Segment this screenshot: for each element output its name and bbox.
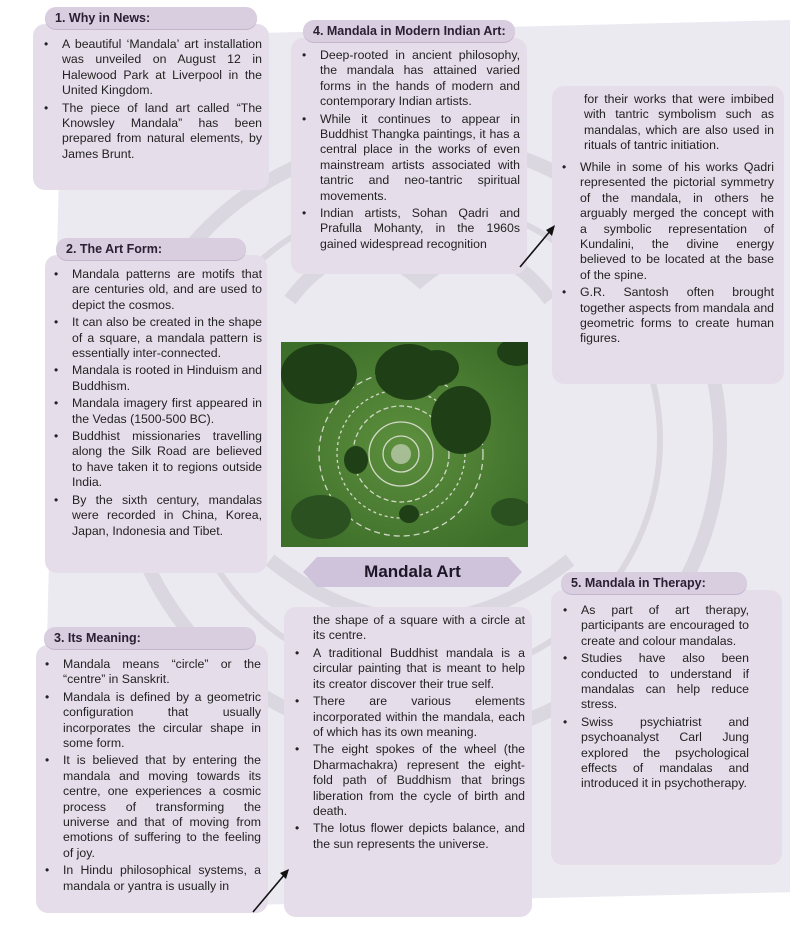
meaning-continued-list [291,646,525,854]
list-item: • A beautiful ‘Mandala’ art installation was unveiled on August 12 in Halewood Park at Liverpool in the United Kingdom. [40,37,262,99]
modern-art-continued-text: for their works that were imbibed with tantric symbolism such as mandalas, which are also used in rituals of tantric initiation. [584,92,774,153]
page-title: Mandala Art [364,562,461,581]
list-item: • As part of art therapy, participants are encouraged to create and colour mandalas. [559,603,749,649]
meaning-continued-text: the shape of a square with a circle at its centre. [313,613,525,643]
meaning-list [41,657,261,896]
list-item: • Swiss psychiatrist and psychoanalyst Carl Jung explored the psychological effects of mandalas and introduced it in psychotherapy. [559,715,749,792]
list-item: • It is believed that by entering the mandala and moving towards its centre, one experiences a cosmic process of transforming the universe and that of moving from emotions of suffering to the feeling of joy. [41,753,261,861]
list-item: • Mandala patterns are motifs that are centuries old, and are used to depict the cosmos. [50,267,262,313]
therapy-list [559,603,749,794]
modern-art-continued-list [558,160,774,349]
list-item: • There are various elements incorporated within the mandala, each of which has its own meaning. [291,694,525,740]
continuation-arrow-icon [517,224,557,270]
list-item: • While it continues to appear in Buddhist Thangka paintings, it has a central place in the works of even mainstream artists associated with tantric and neo-tantric spiritual movements. [298,112,520,204]
list-item: • G.R. Santosh often brought together aspects from mandala and geometric forms to create human figures. [558,285,774,347]
list-item: • By the sixth century, mandalas were recorded in China, Korea, Japan, Indonesia and Tibet. [50,493,262,539]
list-item: • Mandala is rooted in Hinduism and Buddhism. [50,363,262,394]
list-item: • While in some of his works Qadri represented the pictorial symmetry of the mandala, in others he arguably merged the concept with a symbolic representation of Kundalini, the divine energy believed to be located at the base of the spine. [558,160,774,283]
list-item: • Buddhist missionaries travelling along the Silk Road are believed to have taken it to regions outside India. [50,429,262,491]
why-in-news-list [40,37,262,164]
list-item: • A traditional Buddhist mandala is a circular painting that is meant to help its creator discover their true self. [291,646,525,692]
list-item: • Deep-rooted in ancient philosophy, the mandala has attained varied forms in the hands of modern and contemporary Indian artists. [298,48,520,110]
list-item: • In Hindu philosophical systems, a mandala or yantra is usually in [41,863,261,894]
list-item: • Mandala imagery first appeared in the Vedas (1500-500 BC). [50,396,262,427]
list-item: • It can also be created in the shape of a square, a mandala pattern is essentially inter-connected. [50,315,262,361]
mandala-park-photo [281,342,528,547]
meaning-heading: 3. Its Meaning: [44,627,256,649]
list-item: • The piece of land art called “The Knowsley Mandala” has been prepared from natural elements, by James Brunt. [40,101,262,163]
art-form-list [50,267,262,541]
list-item: • Indian artists, Sohan Qadri and Prafulla Mohanty, in the 1960s gained widespread recognition [298,206,520,252]
list-item: • The eight spokes of the wheel (the Dharmachakra) represent the eight-fold path of Buddhism that brings liberation from the cycle of birth and death. [291,742,525,819]
list-item: • Mandala means “circle” or the “centre” in Sanskrit. [41,657,261,688]
modern-art-heading: 4. Mandala in Modern Indian Art: [303,20,515,42]
list-item: • The lotus flower depicts balance, and the sun represents the universe. [291,821,525,852]
title-banner [303,557,522,587]
modern-art-list [298,48,520,254]
therapy-heading: 5. Mandala in Therapy: [561,572,747,594]
art-form-heading: 2. The Art Form: [56,238,246,260]
list-item: • Studies have also been conducted to understand if mandalas can help reduce stress. [559,651,749,713]
list-item: • Mandala is defined by a geometric configuration that usually incorporates the circular shape in some form. [41,690,261,752]
continuation-arrow-icon [250,866,292,916]
why-in-news-heading: 1. Why in News: [45,7,257,29]
